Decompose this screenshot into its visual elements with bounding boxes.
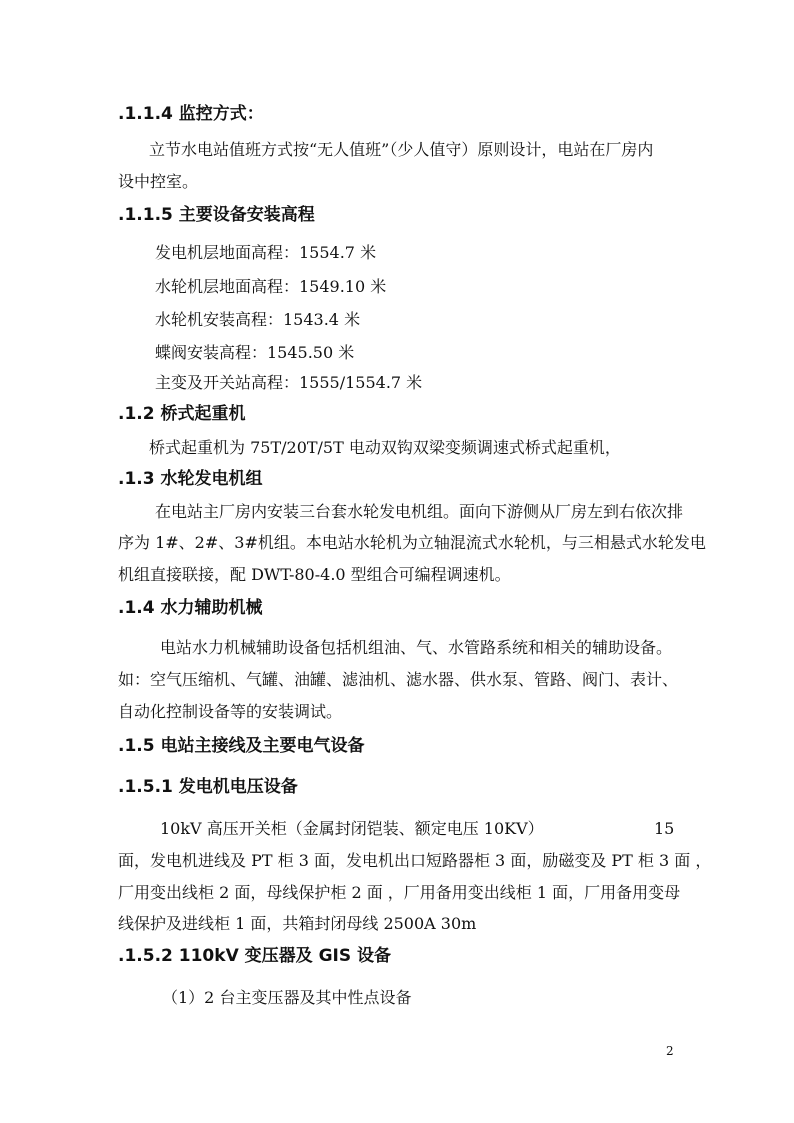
heading-transformer-gis: .1.5.2 110kV 变压器及 GIS 设备 bbox=[118, 946, 392, 966]
heading-hydraulic-aux: .1.4 水力辅助机械 bbox=[118, 598, 263, 618]
paragraph-line: 厂用变出线柜 2 面，母线保护柜 2 面 ，厂用备用变出线柜 1 面，厂用备用变母 bbox=[118, 883, 681, 902]
paragraph-line: 序为 1#、2#、3#机组。本电站水轮机为立轴混流式水轮机，与三相悬式水轮发电 bbox=[118, 533, 706, 552]
heading-main-wiring: .1.5 电站主接线及主要电气设备 bbox=[118, 736, 365, 756]
paragraph-line: 立节水电站值班方式按“无人值班”（少人值守）原则设计，电站在厂房内 bbox=[149, 140, 654, 159]
list-item: 主变及开关站高程：1555/1554.7 米 bbox=[155, 373, 423, 392]
paragraph-line: 电站水力机械辅助设备包括机组油、气、水管路系统和相关的辅助设备。 bbox=[160, 638, 673, 657]
paragraph-line: 桥式起重机为 75T/20T/5T 电动双钩双梁变频调速式桥式起重机， bbox=[149, 438, 621, 457]
heading-bridge-crane: .1.2 桥式起重机 bbox=[118, 404, 246, 424]
paragraph-line: 如：空气压缩机、气罐、油罐、滤油机、滤水器、供水泵、管路、阀门、表计、 bbox=[118, 670, 679, 689]
paragraph-line: 在电站主厂房内安装三台套水轮发电机组。面向下游侧从厂房左到右依次排 bbox=[155, 502, 684, 521]
list-item: 发电机层地面高程：1554.7 米 bbox=[155, 243, 377, 262]
list-item: 水轮机层地面高程：1549.10 米 bbox=[155, 277, 387, 296]
paragraph-line: 机组直接联接，配 DWT-80-4.0 型组合可编程调速机。 bbox=[118, 565, 511, 584]
paragraph-line: 线保护及进线柜 1 面，共箱封闭母线 2500A 30m bbox=[118, 914, 477, 933]
page-number: 2 bbox=[666, 1044, 674, 1058]
paragraph-line-tail: 15 bbox=[654, 819, 675, 838]
heading-generator-voltage: .1.5.1 发电机电压设备 bbox=[118, 777, 298, 797]
paragraph-line: 自动化控制设备等的安装调试。 bbox=[118, 702, 343, 721]
heading-turbine-generator: .1.3 水轮发电机组 bbox=[118, 469, 263, 489]
list-item: 水轮机安装高程：1543.4 米 bbox=[155, 310, 361, 329]
paragraph-line: 设中控室。 bbox=[118, 172, 199, 191]
paragraph-line: （1）2 台主变压器及其中性点设备 bbox=[162, 988, 412, 1007]
heading-install-elevation: .1.1.5 主要设备安装高程 bbox=[118, 205, 315, 225]
heading-monitoring-mode: .1.1.4 监控方式： bbox=[118, 104, 264, 124]
list-item: 蝶阀安装高程：1545.50 米 bbox=[155, 343, 355, 362]
paragraph-line: 面，发电机进线及 PT 柜 3 面，发电机出口短路器柜 3 面，励磁变及 PT 柜 3 面 ， bbox=[118, 851, 712, 870]
paragraph-line: 10kV 高压开关柜（金属封闭铠装、额定电压 10KV） bbox=[160, 819, 544, 838]
